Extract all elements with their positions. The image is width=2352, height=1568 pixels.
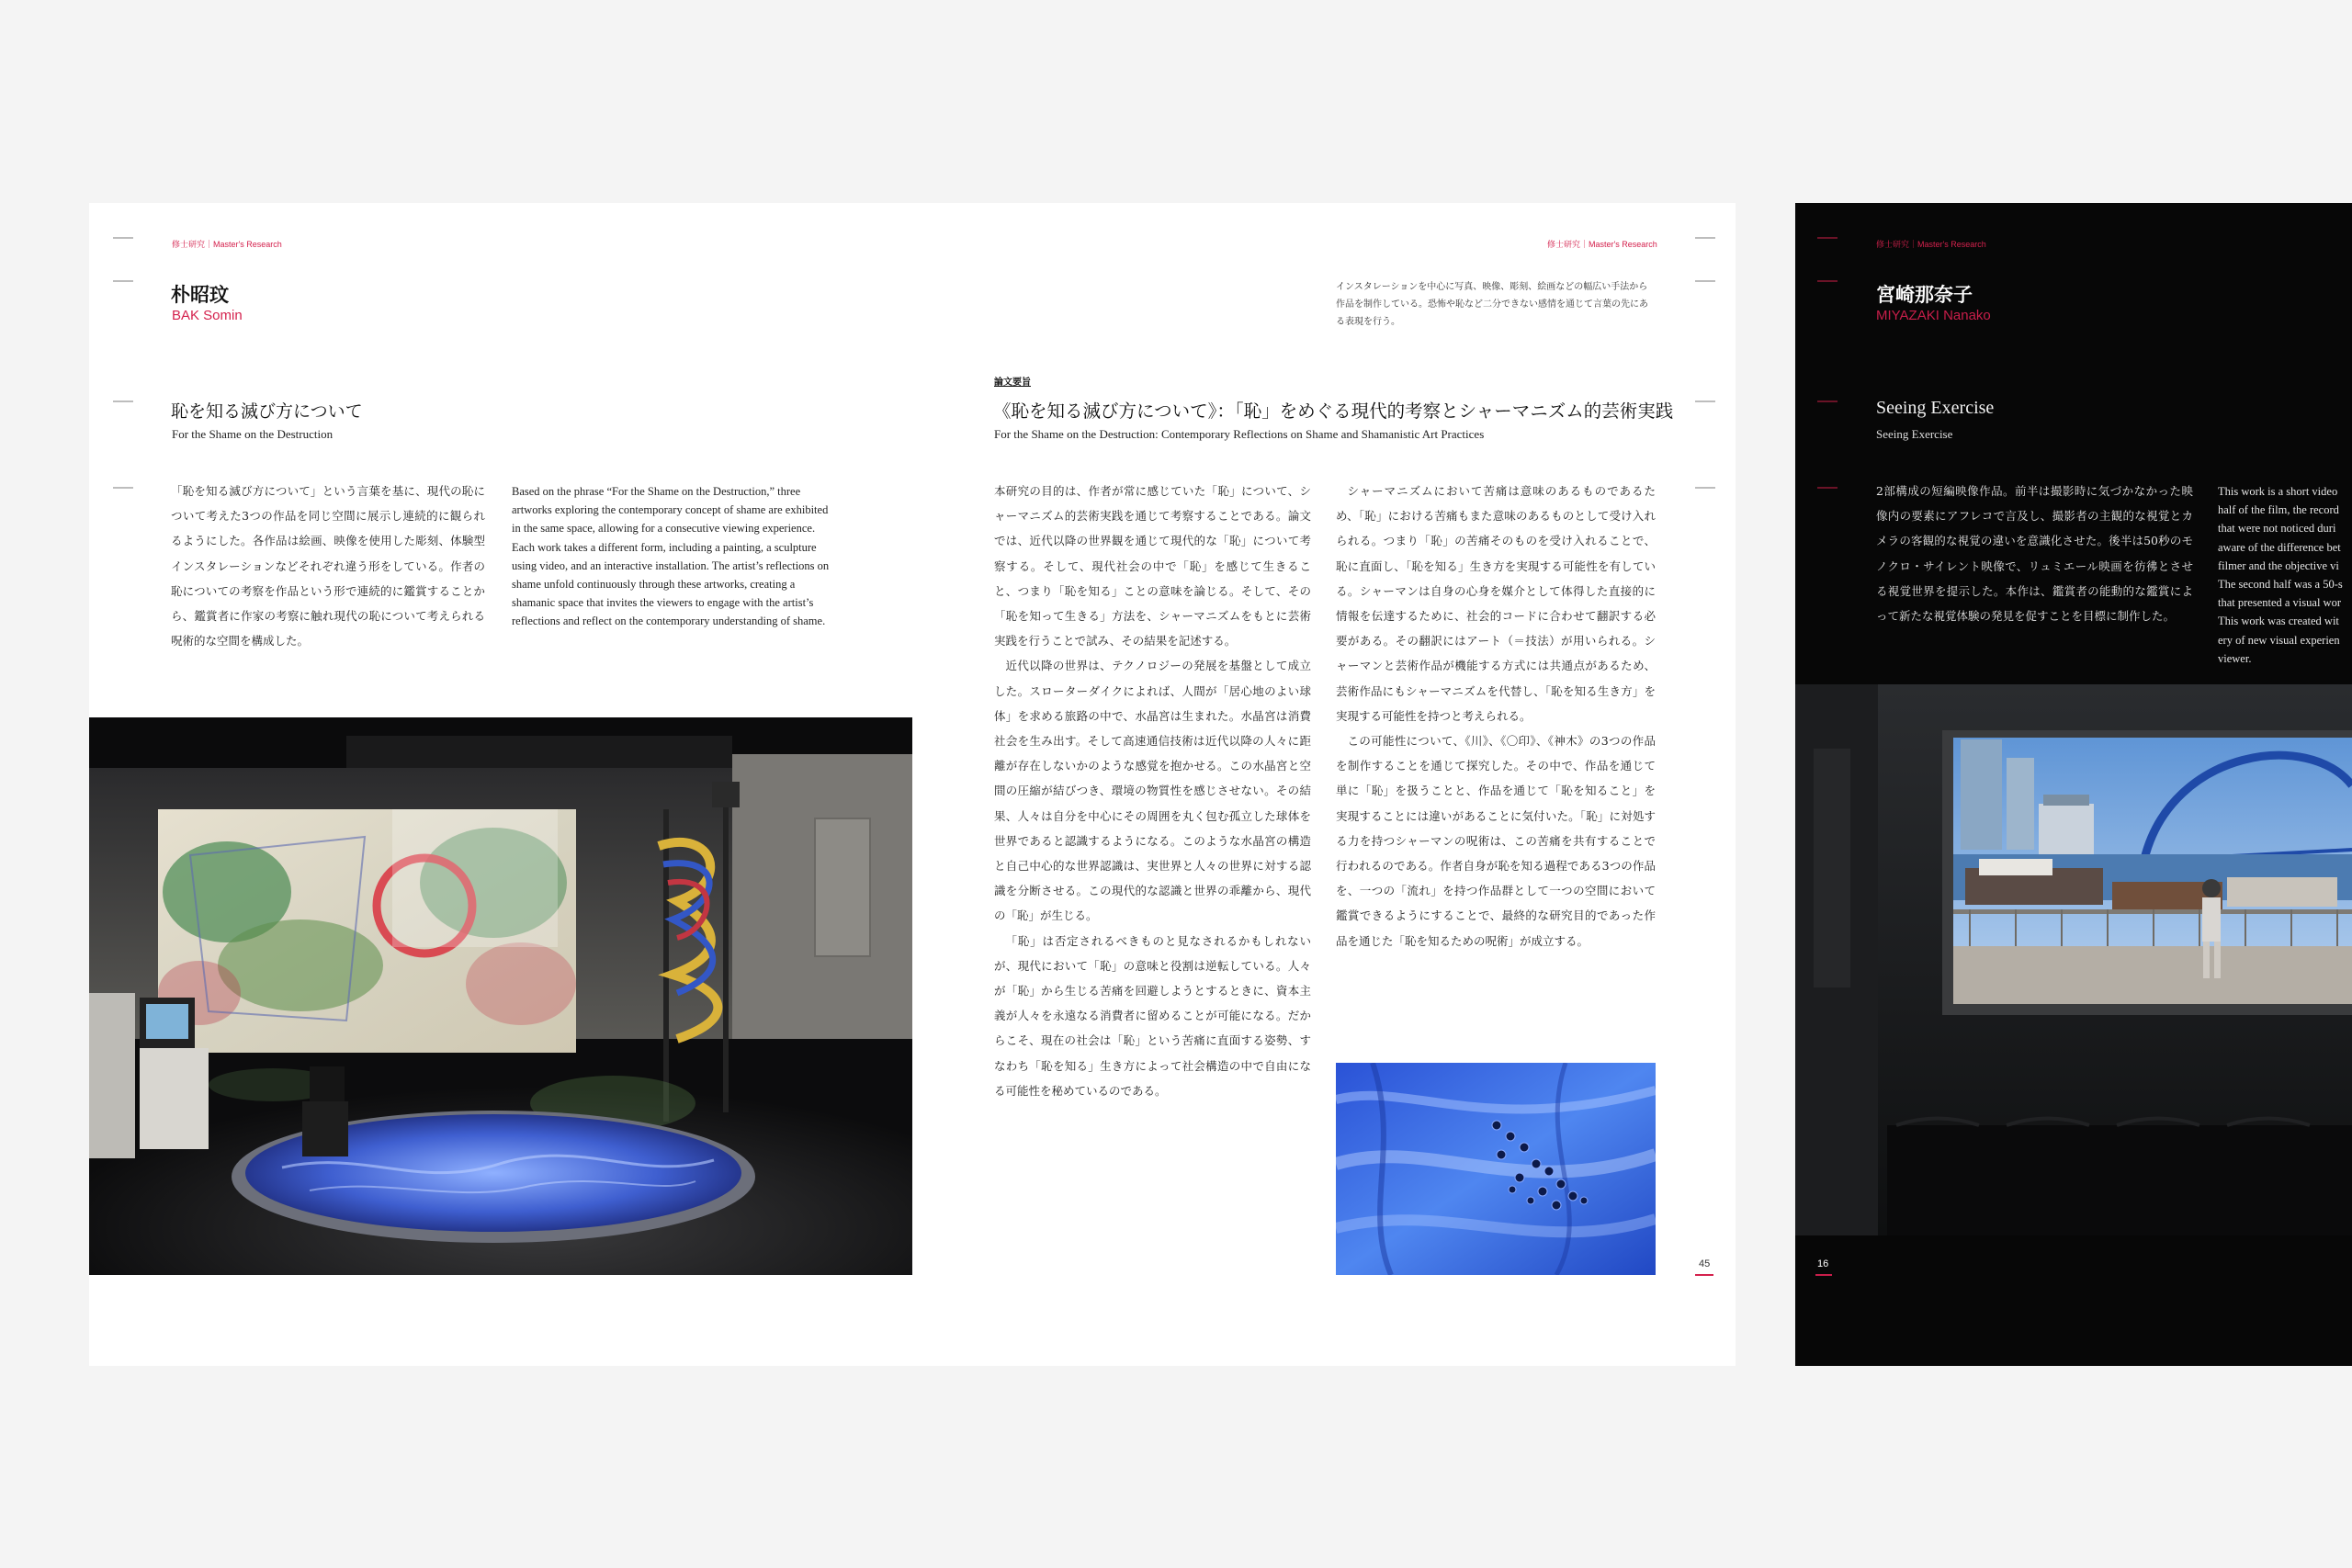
screening-photo xyxy=(1795,684,2352,1235)
section-header-label: 修士研究｜Master's Research xyxy=(1547,240,1657,249)
thesis-paragraph: 近代以降の世界は、テクノロジーの発展を基盤として成立した。スローターダイクによれば、人間が「居心地のよい球体」を求める旅路の中で、水晶宮は生まれた。水晶宮は消費社会を生み出す。そして高速通信技術は近代以降の人々に距離が存在しないかのような感覚を抱かせる。この水晶宮と空間の圧縮が結びつき、環境の物質性を感じさせない。その結果、人々は自分を中心にその周囲を丸く包む孤立した球体を世界であると認識するようになる。このような水晶宮の構造と自己中心的な世界認識は、実世界と人々の世界に対する認識を分断させる。この現代的な認識と世界の乖離から、現代の「恥」が生じる。 xyxy=(994,659,1311,923)
page-number-underline xyxy=(1815,1274,1832,1276)
artist-intro-jp: インスタレーションを中心に写真、映像、彫刻、絵画などの幅広い手法から作品を制作している。恐怖や恥など二分できない感情を通じて言葉の先にある表現を行う。 xyxy=(1336,282,1648,327)
work-title-en: For the Shame on the Destruction xyxy=(172,427,334,441)
section-header-label: 修士研究｜Master's Research xyxy=(172,240,282,249)
description-line: that were not noticed duri xyxy=(2218,522,2336,536)
detail-photo xyxy=(1336,1063,1656,1275)
work-description-jp: 「恥を知る滅び方について」という言葉を基に、現代の恥について考えた3つの作品を同じ空間に展示し連続的に観られるようにした。各作品は絵画、映像を使用した彫刻、体験型インスタレーションなどそれぞれ違う形をしている。作者の恥についての考察を作品という形で連続的に鑑賞することから、鑑賞者に作家の考察に触れ現代の恥について考えられる呪術的な空間を構成した。 xyxy=(171,484,485,649)
margin-tick xyxy=(1817,487,1838,489)
margin-tick xyxy=(1695,400,1715,402)
description-line: half of the film, the record xyxy=(2218,503,2339,517)
work-description-en: Based on the phrase “For the Shame on the Destruction,” three artworks exploring the contemporary concept of shame are exhibited in the same space, allowing for a consecutive viewing experience. Each work takes a different form, including a painting, a sculpture using video, and an interactive installation. The artist’s reflections on shame unfold continuously through these artworks, creating a shamanic space that invites the viewers to engage with the artist’s reflections and reflect on the contemporary understanding of shame. xyxy=(512,485,830,628)
thesis-summary-label: 論文要旨 xyxy=(994,378,1031,388)
description-line: viewer. xyxy=(2218,651,2252,665)
margin-tick xyxy=(113,237,133,239)
margin-tick xyxy=(113,280,133,282)
margin-tick xyxy=(1695,237,1715,239)
description-line: The second half was a 50-s xyxy=(2218,578,2343,592)
thesis-paragraph: シャーマニズムにおいて苦痛は意味のあるものであるため、「恥」における苦痛もまた意味のあるものとして受け入れられる。つまり「恥」の苦痛そのものを受け入れることで、恥に直面し、「恥を知る」生き方を実現する可能性を有している。シャーマンは自身の心身を媒介として体得した直接的に情報を伝達するために、社会的コードに合わせて翻訳する必要がある。その翻訳にはアート（＝技法）が用いられる。シャーマンと芸術作品が機能する方式には共通点があるため、芸術作品にもシャーマニズムを代替し、「恥を知る生き方」を実現する可能性を持つと考えられる。 xyxy=(1336,484,1656,723)
artist-name-jp: 宮崎那奈子 xyxy=(1876,284,1973,306)
magazine-spread xyxy=(89,203,1736,1366)
work-description-jp: 2部構成の短編映像作品。前半は撮影時に気づかなかった映像内の要素にアフレコで言及し、撮影者の主観的な視覚とカメラの客観的な視覚の違いを意識化させた。後半は50秒のモノクロ・サイレント映像で、リュミエール映画を彷彿とさせる視覚世界を提示した。本作は、鑑賞者の能動的な鑑賞によって新たな視覚体験の発見を促すことを目標に制作した。 xyxy=(1876,484,2193,624)
margin-tick xyxy=(1817,237,1838,239)
installation-photo xyxy=(89,717,912,1275)
artist-name-en: MIYAZAKI Nanako xyxy=(1876,308,1991,323)
work-title-jp: 恥を知る滅び方について xyxy=(171,401,363,422)
margin-tick xyxy=(1695,280,1715,282)
page-number-underline xyxy=(1695,1274,1713,1276)
margin-tick xyxy=(113,400,133,402)
thesis-paragraph: 「恥」は否定されるべきものと見なされるかもしれないが、現代において「恥」の意味と役割は逆転している。人々が「恥」から生じる苦痛を回避しようとするときに、資本主義が人々を永遠なる消費者に留めることが可能になる。だからこそ、現在の社会は「恥」という苦痛に直面する姿勢、すなわち「恥を知る」生き方によって社会構造の中で自由になる可能性を秘めているのである。 xyxy=(994,933,1311,1098)
margin-tick xyxy=(1695,487,1715,489)
artist-name-en: BAK Somin xyxy=(172,308,243,323)
thesis-paragraph: 本研究の目的は、作者が常に感じていた「恥」について、シャーマニズム的芸術実践を通じて考察することである。論文では、近代以降の世界観を通じて現代的な「恥」について考察する。そして、現代社会の中で「恥」を感じて生きること、つまり「恥を知る」ことの意味を論じる。そして、その「恥を知って生きる」方法を、シャーマニズムをもとに芸術実践を行うことで試み、その結果を記述する。 xyxy=(994,484,1311,649)
description-line: aware of the difference bet xyxy=(2218,540,2341,554)
thesis-subtitle: For the Shame on the Destruction: Contemporary Reflections on Shame and Shamanistic Art Practices xyxy=(994,427,1485,441)
description-line: This work was created wit xyxy=(2218,615,2339,628)
work-title: Seeing Exercise xyxy=(1876,398,1995,418)
dark-page xyxy=(1795,203,2352,1366)
page-number: 45 xyxy=(1699,1258,1711,1269)
description-line: ery of new visual experien xyxy=(2218,633,2340,647)
description-line: This work is a short video xyxy=(2218,485,2338,498)
thesis-column-1 xyxy=(994,479,1311,1103)
description-line: filmer and the objective vi xyxy=(2218,558,2339,572)
margin-tick xyxy=(1817,280,1838,282)
work-subtitle: Seeing Exercise xyxy=(1876,427,1953,441)
section-header-label: 修士研究｜Master's Research xyxy=(1876,240,1986,249)
margin-tick xyxy=(1817,400,1838,402)
thesis-column-2 xyxy=(1336,479,1656,953)
thesis-paragraph: この可能性について、《川》、《〇印》、《神木》の3つの作品を制作することを通じて探究した。その中で、作品を通じて単に「恥」を扱うことと、作品を通じて「恥を知ること」を実現することには違いがあることに気付いた。「恥」に対処する力を持つシャーマンの呪術は、この苦痛を共有することで行われるのである。作者自身が恥を知る過程である3つの作品を、一つの「流れ」を持つ作品群として一つの空間において鑑賞できるようにすることで、最終的な研究目的であった作品を通じた「恥を知るための呪術」が成立する。 xyxy=(1336,734,1656,948)
page-number: 16 xyxy=(1817,1258,1829,1269)
description-line: that presented a visual wor xyxy=(2218,596,2341,610)
artist-name-jp: 朴昭玟 xyxy=(171,284,229,306)
thesis-title: 《恥を知る滅び方について》：「恥」をめぐる現代的考察とシャーマニズム的芸術実践 xyxy=(993,400,1674,422)
work-description-en xyxy=(2218,482,2352,668)
margin-tick xyxy=(113,487,133,489)
